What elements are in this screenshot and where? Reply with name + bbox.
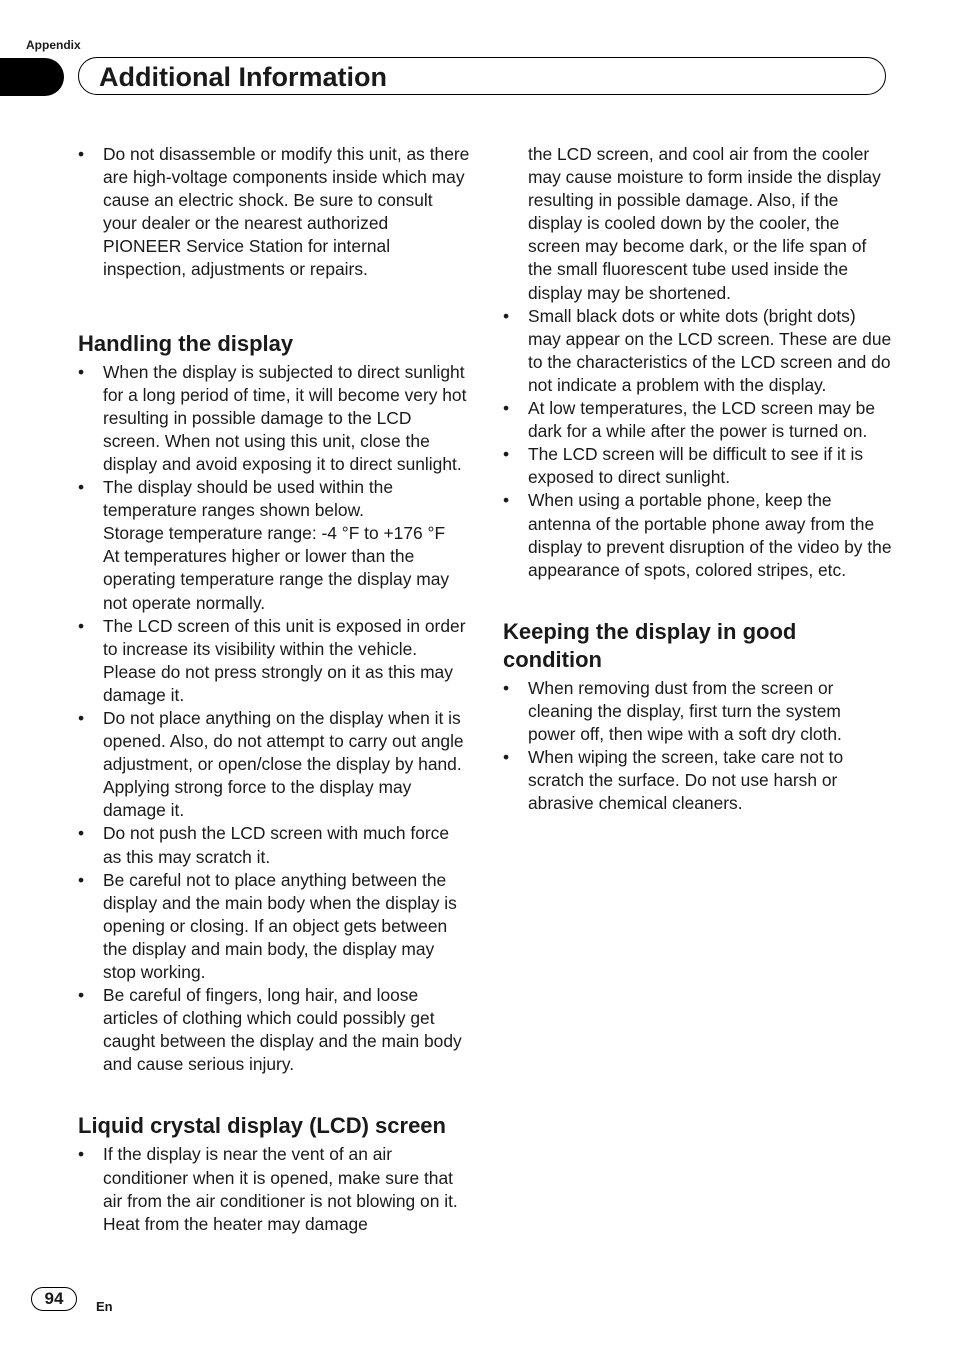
list-item: • The LCD screen will be difficult to see if it is exposed to direct sunlight.: [503, 443, 893, 489]
list-item: • The LCD screen of this unit is exposed in order to increase its visibility within the vehicle. Please do not press strongly on it as this may damage it.: [78, 615, 470, 707]
list-item: • If the display is near the vent of an air conditioner when it is opened, make sure that air from the air conditioner is not blowing on it. Heat from the heater may damage: [78, 1143, 470, 1235]
list-item: • When wiping the screen, take care not to scratch the surface. Do not use harsh or abrasive chemical cleaners.: [503, 746, 893, 815]
appendix-label: Appendix: [26, 38, 81, 52]
list-item: • Be careful of fingers, long hair, and loose articles of clothing which could possibly get caught between the display and the main body and cause serious injury.: [78, 984, 470, 1076]
lcd-list: [78, 1143, 470, 1235]
page-title-box: [78, 57, 886, 95]
section-tab-marker: [0, 58, 64, 96]
list-item: • At low temperatures, the LCD screen may be dark for a while after the power is turned on.: [503, 397, 893, 443]
section-heading-lcd: Liquid crystal display (LCD) screen: [78, 1113, 446, 1139]
language-label: En: [96, 1299, 113, 1314]
keeping-list: [503, 677, 893, 816]
list-item: • When the display is subjected to direct sunlight for a long period of time, it will become very hot resulting in possible damage to the LCD screen. When not using this unit, close the display and avoid exposing it to direct sunlight.: [78, 361, 470, 476]
list-item: • When using a portable phone, keep the antenna of the portable phone away from the display to prevent disruption of the video by the appearance of spots, colored stripes, etc.: [503, 489, 893, 581]
list-item: • Do not push the LCD screen with much force as this may scratch it.: [78, 822, 470, 868]
continuation-text: the LCD screen, and cool air from the cooler may cause moisture to form inside the display resulting in possible damage. Also, if the display is cooled down by the cooler, the screen may become dark, or the life span of the small fluorescent tube used inside the display may be shortened.: [528, 144, 881, 303]
list-item: • Small black dots or white dots (bright dots) may appear on the LCD screen. These are due to the characteristics of the LCD screen and do not indicate a problem with the display.: [503, 305, 893, 397]
page-number: 94: [31, 1287, 77, 1311]
list-item-text: The display should be used within the temperature ranges shown below.: [103, 477, 394, 521]
lcd-list-continued: [503, 143, 893, 582]
list-item: [78, 476, 470, 615]
list-item: • When removing dust from the screen or cleaning the display, first turn the system power off, then wipe with a soft dry cloth.: [503, 677, 893, 746]
intro-list: [78, 143, 470, 282]
temperature-range: Storage temperature range: -4 °F to +176 °F: [103, 523, 446, 544]
temperature-note: At temperatures higher or lower than the operating temperature range the display may not operate normally.: [103, 546, 450, 613]
section-heading-keeping: Keeping the display in good condition: [503, 618, 797, 672]
list-item: • Be careful not to place anything between the display and the main body when the display is opening or closing. If an object gets between the display and main body, the display may stop working.: [78, 869, 470, 984]
list-item-continuation: [503, 143, 893, 305]
section-heading-handling: Handling the display: [78, 330, 294, 356]
list-item: • Do not place anything on the display when it is opened. Also, do not attempt to carry out angle adjustment, or open/close the display by hand. Applying strong force to the display may damage it.: [78, 707, 470, 822]
left-column: [78, 143, 470, 1236]
right-column: [503, 143, 893, 815]
list-item: • Do not disassemble or modify this unit, as there are high-voltage components inside which may cause an electric shock. Be sure to consult your dealer or the nearest authorized PIONEER Service Station for internal inspection, adjustments or repairs.: [78, 143, 470, 282]
handling-list: [78, 361, 470, 1077]
page-title: Additional Information: [99, 62, 387, 92]
